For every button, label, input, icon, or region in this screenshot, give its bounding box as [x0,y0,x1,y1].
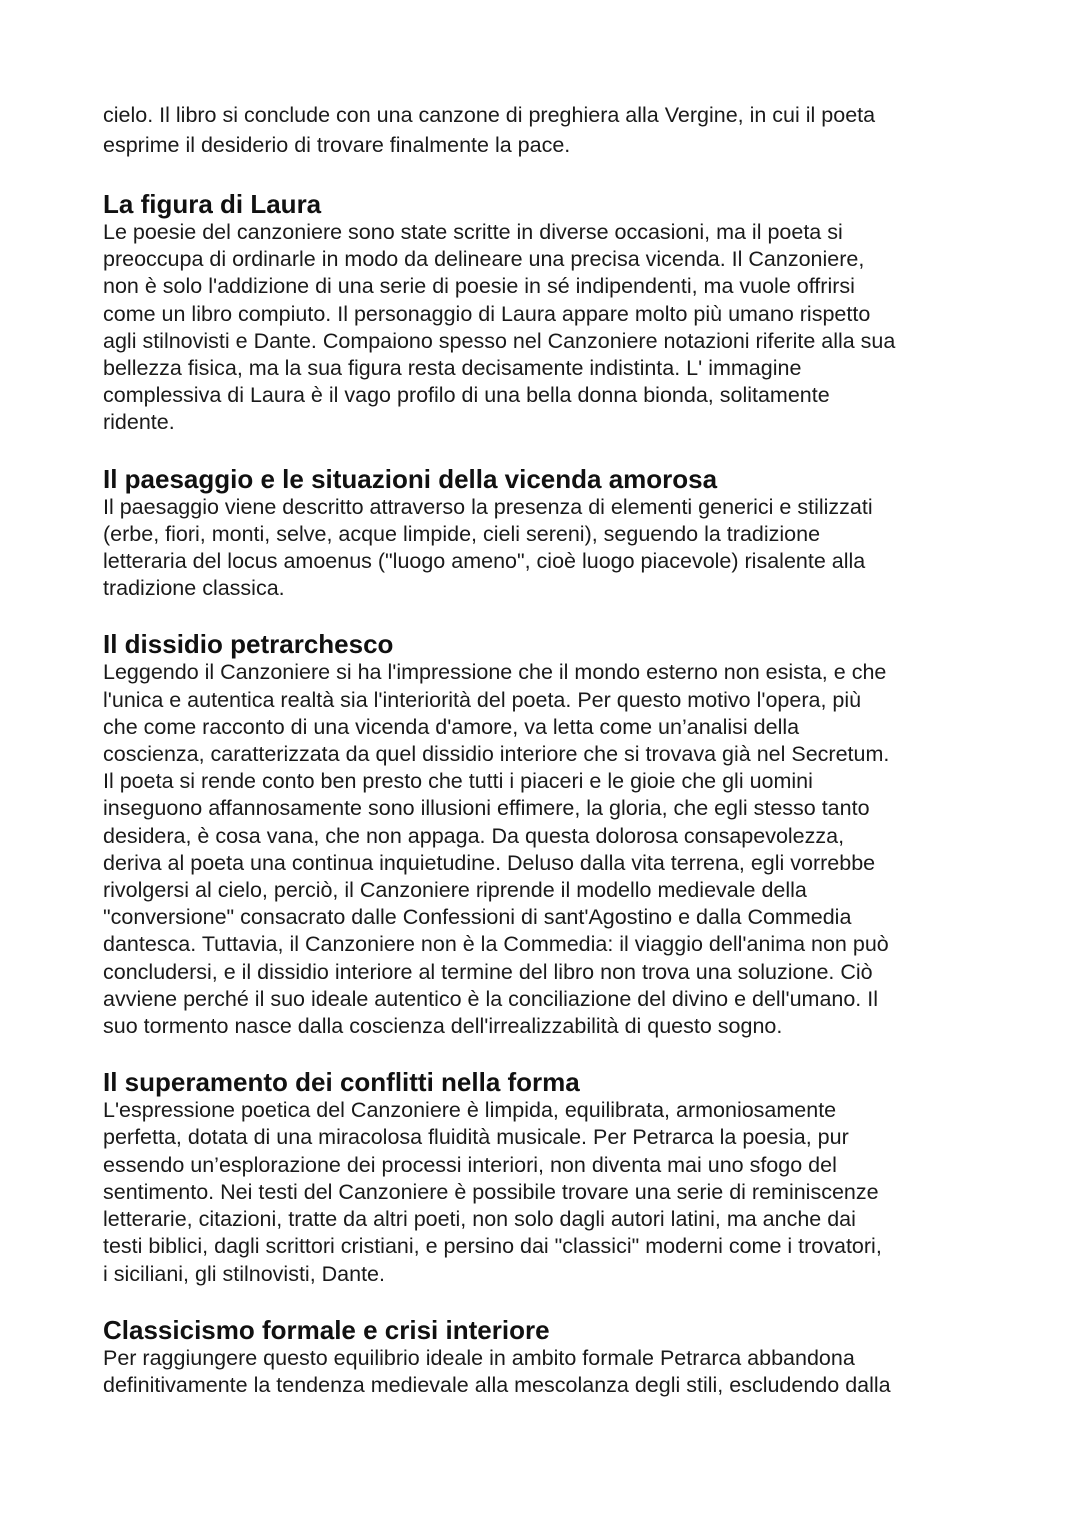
section-superamento-conflitti [103,1067,983,1287]
text-line: testi biblici, dagli scrittori cristiani, e persino dai "classici" moderni come i trovatori, [103,1234,882,1259]
text-line: inseguono affannosamente sono illusioni effimere, la gloria, che egli stesso tanto [103,796,870,821]
text-line: cielo. Il libro si conclude con una canzone di preghiera alla Vergine, in cui il poeta [103,103,876,127]
section-heading: Il dissidio petrarchesco [103,629,394,660]
text-line: definitivamente la tendenza medievale alla mescolanza degli stili, escludendo dalla [103,1372,891,1397]
text-line: i siciliani, gli stilnovisti, Dante. [103,1261,385,1286]
text-line: rivolgersi al cielo, perciò, il Canzoniere riprende il modello medievale della [103,878,807,903]
text-line: Il paesaggio viene descritto attraverso la presenza di elementi generici e stilizzati [103,494,873,519]
text-line: Per raggiungere questo equilibrio ideale in ambito formale Petrarca abbandona [103,1345,855,1370]
text-line: avviene perché il suo ideale autentico è la conciliazione del divino e dell'umano. Il [103,986,879,1011]
section-heading: La figura di Laura [103,189,322,219]
section-heading: Il paesaggio e le situazioni della vicenda amorosa [103,463,718,494]
section-figura-di-laura [103,189,983,437]
text-line: letteraria del locus amoenus ("luogo ameno", cioè luogo piacevole) risalente alla [103,549,866,574]
text-line: come un libro compiuto. Il personaggio di Laura appare molto più umano rispetto [103,301,871,326]
section-heading: Classicismo formale e crisi interiore [103,1314,550,1345]
text-line: coscienza, caratterizzata da quel dissidio interiore che si trovava già nel Secretum. [103,742,890,767]
section-dissidio-petrarchesco [103,629,983,1040]
text-line: letterarie, citazioni, tratte da altri poeti, non solo dagli autori latini, ma anche dai [103,1207,856,1232]
text-line: Le poesie del canzoniere sono state scritte in diverse occasioni, ma il poeta si [103,220,843,244]
text-line: Il poeta si rende conto ben presto che tutti i piaceri e le gioie che gli uomini [103,769,813,794]
text-line: L'espressione poetica del Canzoniere è limpida, equilibrata, armoniosamente [103,1098,837,1123]
text-line: deriva al poeta una continua inquietudine. Deluso dalla vita terrena, egli vorrebbe [103,850,876,875]
text-line: concludersi, e il dissidio interiore al termine del libro non trova una soluzione. Ciò [103,959,873,984]
text-line: ridente. [103,410,175,435]
section-paesaggio [103,464,983,603]
text-line: bellezza fisica, ma la sua figura resta decisamente indistinta. L' immagine [103,356,802,381]
text-line: (erbe, fiori, monti, selve, acque limpide, cieli sereni), seguendo la tradizione [103,521,821,546]
text-line: l'unica e autentica realtà sia l'interiorità del poeta. Per questo motivo l'opera, più [103,687,862,712]
text-line: dantesca. Tuttavia, il Canzoniere non è la Commedia: il viaggio dell'anima non può [103,932,889,957]
text-line: "conversione" consacrato dalle Confessioni di sant'Agostino e dalla Commedia [103,905,852,930]
text-line: desidera, è cosa vana, che non appaga. Da questa dolorosa consapevolezza, [103,823,845,848]
document-page [103,100,983,1399]
intro-paragraph [103,100,983,160]
text-line: perfetta, dotata di una miracolosa fluidità musicale. Per Petrarca la poesia, pur [103,1125,849,1150]
text-line: non è solo l'addizione di una serie di poesie in sé indipendenti, ma vuole offrirsi [103,274,855,299]
text-line: essendo un’esplorazione dei processi interiori, non diventa mai uno sfogo del [103,1152,837,1177]
text-line: Leggendo il Canzoniere si ha l'impressione che il mondo esterno non esista, e che [103,660,887,685]
text-line: agli stilnovisti e Dante. Compaiono spesso nel Canzoniere notazioni riferite alla sua [103,328,896,353]
text-line: esprime il desiderio di trovare finalmente la pace. [103,133,571,157]
text-line: preoccupa di ordinarle in modo da delineare una precisa vicenda. Il Canzoniere, [103,247,865,272]
text-line: tradizione classica. [103,576,285,601]
text-line: complessiva di Laura è il vago profilo di una bella donna bionda, solitamente [103,383,830,408]
text-line: sentimento. Nei testi del Canzoniere è possibile trovare una serie di reminiscenze [103,1179,879,1204]
section-classicismo-formale [103,1315,983,1399]
text-line: che come racconto di una vicenda d'amore, va letta come un’analisi della [103,714,800,739]
text-line: suo tormento nasce dalla coscienza dell'irrealizzabilità di questo sogno. [103,1014,783,1039]
section-heading: Il superamento dei conflitti nella forma [103,1067,580,1098]
